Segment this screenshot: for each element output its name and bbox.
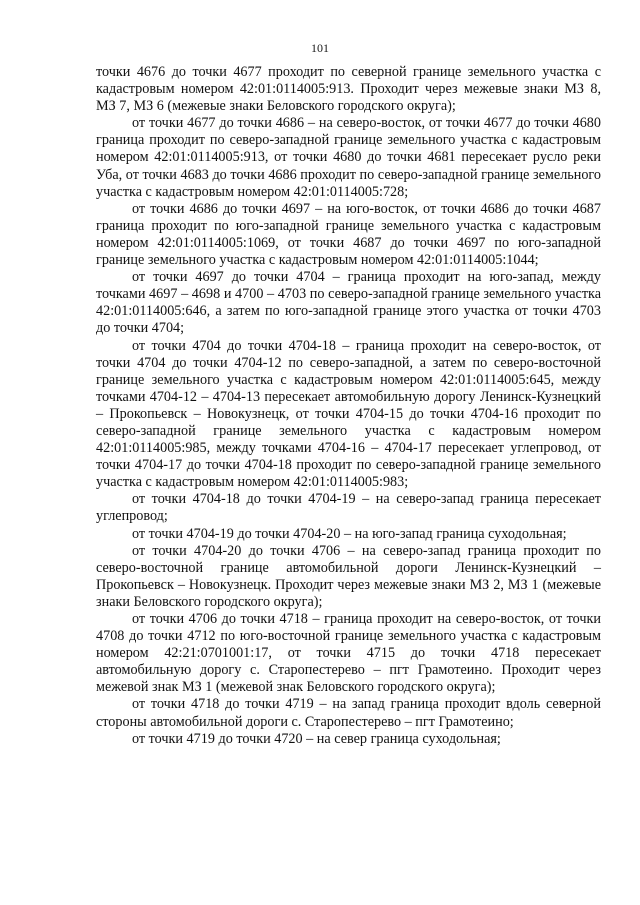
document-body — [96, 64, 601, 748]
paragraph: от точки 4704 до точки 4704-18 – граница проходит на северо-восток, от точки 4704 до точки 4704-12 по северо-западной, а затем по северо-восточной границе земельного участка с кадастровым номером 42:01:0114005:645, между точками 4704-12 – 4704-13 пересекает автомобильную дорогу Ленинск-Кузнецкий – Прокопьевск – Новокузнецк, от точки 4704-15 до точки 4704-16 проходит по северо-западной границе земельного участка с кадастровым номером 42:01:0114005:985, между точками 4704-16 – 4704-17 пересекает углепровод, от точки 4704-17 до точки 4704-18 проходит по северо-западной границе земельного участка с кадастровым номером 42:01:0114005:983; — [96, 337, 601, 491]
paragraph: от точки 4677 до точки 4686 – на северо-восток, от точки 4677 до точки 4680 граница проходит по северо-западной границе земельного участка с кадастровым номером 42:01:0114005:913, от точки 4680 до точки 4681 пересекает русло реки Уба, от точки 4683 до точки 4686 проходит по северо-западной границе земельного участка с кадастровым номером 42:01:0114005:728; — [96, 115, 601, 200]
page-number: 101 — [311, 41, 329, 55]
paragraph: от точки 4704-20 до точки 4706 – на северо-запад граница проходит по северо-восточной границе автомобильной дороги Ленинск-Кузнецкий – Прокопьевск – Новокузнецк. Проходит через межевые знаки МЗ 2, МЗ 1 (межевые знаки Беловского городского округа); — [96, 542, 601, 610]
paragraph: от точки 4686 до точки 4697 – на юго-восток, от точки 4686 до точки 4687 граница проходит по юго-западной границе земельного участка с кадастровым номером 42:01:0114005:1069, от точки 4687 до точки 4697 по юго-западной границе земельного участка с кадастровым номером 42:01:0114005:1044; — [96, 200, 601, 269]
paragraph-continuation: точки 4676 до точки 4677 проходит по северной границе земельного участка с кадастровым номером 42:01:0114005:913. Проходит через межевые знаки МЗ 8, МЗ 7, МЗ 6 (межевые знаки Беловского городского округа); — [96, 64, 601, 115]
paragraph: от точки 4704-19 до точки 4704-20 – на юго-запад граница суходольная; — [132, 525, 567, 542]
paragraph: от точки 4706 до точки 4718 – граница проходит на северо-восток, от точки 4708 до точки 4712 по юго-восточной границе земельного участка с кадастровым номером 42:21:0701001:17, от точки 4715 до точки 4718 пересекает автомобильную дорогу с. Старопестерево – пгт Грамотеино. Проходит через межевой знак МЗ 1 (межевой знак Беловского городского округа); — [96, 611, 601, 696]
paragraph: от точки 4718 до точки 4719 – на запад граница проходит вдоль северной стороны автомобильной дороги с. Старопестерево – пгт Грамотеино; — [96, 696, 601, 730]
paragraph: от точки 4704-18 до точки 4704-19 – на северо-запад граница пересекает углепровод; — [96, 491, 601, 525]
paragraph: от точки 4697 до точки 4704 – граница проходит на юго-запад, между точками 4697 – 4698 и 4700 – 4703 по северо-западной границе земельного участка 42:01:0114005:646, а затем по юго-западной границе этого участка от точки 4703 до точки 4704; — [96, 269, 601, 337]
paragraph: от точки 4719 до точки 4720 – на север граница суходольная; — [132, 730, 501, 747]
